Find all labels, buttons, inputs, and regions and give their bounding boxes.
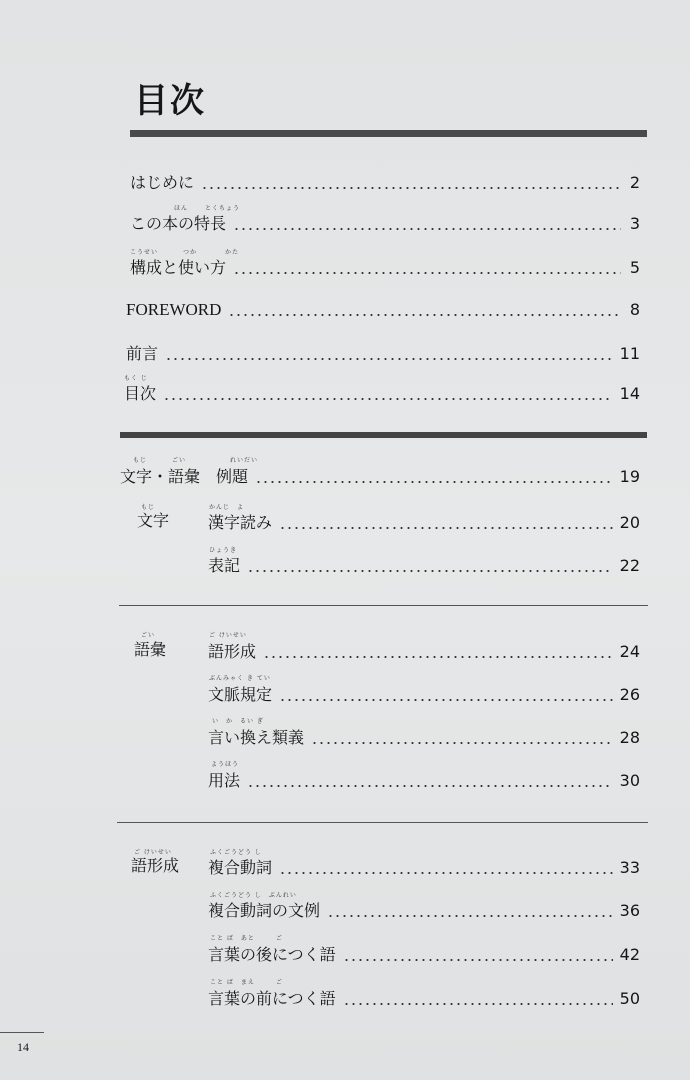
toc-entry-suffixes[interactable] xyxy=(208,942,640,966)
toc-entry-qianyan[interactable] xyxy=(126,341,640,365)
toc-page-number: 50 xyxy=(619,989,640,1008)
furigana: もじ xyxy=(141,504,156,511)
dot-leader xyxy=(255,481,613,483)
furigana: つか xyxy=(183,249,198,256)
toc-entry-label: 表記 xyxy=(208,556,241,575)
furigana: かた xyxy=(225,249,240,256)
toc-entry-kanji-reading[interactable] xyxy=(208,510,640,534)
furigana: ほん xyxy=(174,205,189,212)
toc-entry-label: はじめに xyxy=(130,173,195,192)
furigana: もく じ xyxy=(124,375,148,382)
toc-page-number: 8 xyxy=(629,300,640,319)
footer-rule xyxy=(0,1032,44,1033)
toc-entry-prefixes[interactable] xyxy=(208,986,640,1010)
toc-entry-label: 言い換え類義 xyxy=(208,728,305,747)
toc-entry-foreword[interactable] xyxy=(126,297,640,321)
toc-entry-label: 言葉の後につく語 xyxy=(208,945,336,964)
toc-page-number: 5 xyxy=(629,258,640,277)
dot-leader xyxy=(343,1003,613,1005)
furigana: こと ば あと ご xyxy=(210,935,283,942)
toc-page-number: 30 xyxy=(619,771,640,790)
group-divider xyxy=(119,605,648,606)
page-title: 目次 xyxy=(134,81,206,121)
toc-page-number: 2 xyxy=(629,173,640,192)
toc-page-number: 3 xyxy=(629,214,640,233)
toc-entry-mokuji[interactable] xyxy=(124,381,640,405)
dot-leader xyxy=(201,187,621,189)
dot-leader xyxy=(247,570,613,572)
furigana: ご けいせい xyxy=(134,849,172,856)
toc-entry-label: 構成と使い方 xyxy=(130,258,227,277)
toc-section-header[interactable] xyxy=(120,464,640,488)
toc-entry-word-formation[interactable] xyxy=(208,639,640,663)
toc-page-number: 26 xyxy=(619,685,640,704)
toc-page-number: 36 xyxy=(619,901,640,920)
toc-entry-notation[interactable] xyxy=(208,553,640,577)
furigana: ぶんみゃく き てい xyxy=(209,675,271,682)
toc-entry-hajimeni[interactable] xyxy=(130,170,640,194)
furigana: ごい xyxy=(172,457,187,464)
toc-page-number: 24 xyxy=(619,642,640,661)
furigana: ご けいせい xyxy=(209,632,247,639)
furigana: い か るい ぎ xyxy=(212,718,264,725)
toc-entry-structure[interactable] xyxy=(130,255,640,279)
toc-entry-label: 文脈規定 xyxy=(208,685,273,704)
dot-leader xyxy=(263,656,613,658)
toc-entry-paraphrase[interactable] xyxy=(208,725,640,749)
dot-leader xyxy=(279,872,613,874)
group-category-label: 文字 xyxy=(137,511,170,530)
group-category-label: 語彙 xyxy=(134,640,167,659)
dot-leader xyxy=(233,272,621,274)
toc-entry-label: 前言 xyxy=(126,344,159,363)
toc-page-number: 33 xyxy=(619,858,640,877)
toc-page-number: 28 xyxy=(619,728,640,747)
dot-leader xyxy=(165,358,613,360)
toc-entry-features[interactable] xyxy=(130,211,640,235)
furigana: れいだい xyxy=(230,457,259,464)
furigana: ふくごうどう し ぶんれい xyxy=(210,892,297,899)
section-rule xyxy=(120,432,647,438)
dot-leader xyxy=(279,527,613,529)
toc-entry-label: FOREWORD xyxy=(126,300,222,319)
toc-entry-label: 漢字読み xyxy=(208,513,273,532)
toc-entry-label: 用法 xyxy=(208,771,241,790)
toc-page-number: 14 xyxy=(619,384,640,403)
furigana: こうせい xyxy=(130,249,159,256)
dot-leader xyxy=(311,742,613,744)
page-number-folio: 14 xyxy=(17,1040,29,1054)
toc-entry-label: 目次 xyxy=(124,384,157,403)
furigana: もじ xyxy=(133,457,148,464)
toc-entry-usage[interactable] xyxy=(208,768,640,792)
toc-entry-label: 語形成 xyxy=(208,642,257,661)
furigana: ふくごうどう し xyxy=(210,849,262,856)
toc-page-number: 11 xyxy=(619,344,640,363)
group-category-label: 語形成 xyxy=(131,856,180,875)
furigana: ようほう xyxy=(211,761,240,768)
furigana: こと ば まえ ご xyxy=(210,979,283,986)
toc-page-number: 20 xyxy=(619,513,640,532)
toc-entry-label: この本の特長 xyxy=(130,214,227,233)
toc-entry-compound-verb-examples[interactable] xyxy=(208,898,640,922)
dot-leader xyxy=(228,314,621,316)
group-divider xyxy=(117,822,648,823)
furigana: ごい xyxy=(141,632,156,639)
toc-entry-label: 複合動詞 xyxy=(208,858,273,877)
dot-leader xyxy=(327,915,613,917)
toc-entry-compound-verbs[interactable] xyxy=(208,855,640,879)
title-rule xyxy=(130,130,647,137)
toc-entry-label: 言葉の前につく語 xyxy=(208,989,336,1008)
dot-leader xyxy=(247,785,613,787)
furigana: ひょうき xyxy=(209,547,238,554)
dot-leader xyxy=(163,398,613,400)
dot-leader xyxy=(343,959,613,961)
toc-entry-context[interactable] xyxy=(208,682,640,706)
toc-entry-label: 複合動詞の文例 xyxy=(208,901,321,920)
toc-page-number: 19 xyxy=(619,467,640,486)
toc-entry-label: 文字・語彙 例題 xyxy=(120,467,249,486)
dot-leader xyxy=(233,228,621,230)
toc-page-number: 42 xyxy=(619,945,640,964)
furigana: かんじ よ xyxy=(209,504,245,511)
furigana: とくちょう xyxy=(205,205,241,212)
toc-page-number: 22 xyxy=(619,556,640,575)
dot-leader xyxy=(279,699,613,701)
